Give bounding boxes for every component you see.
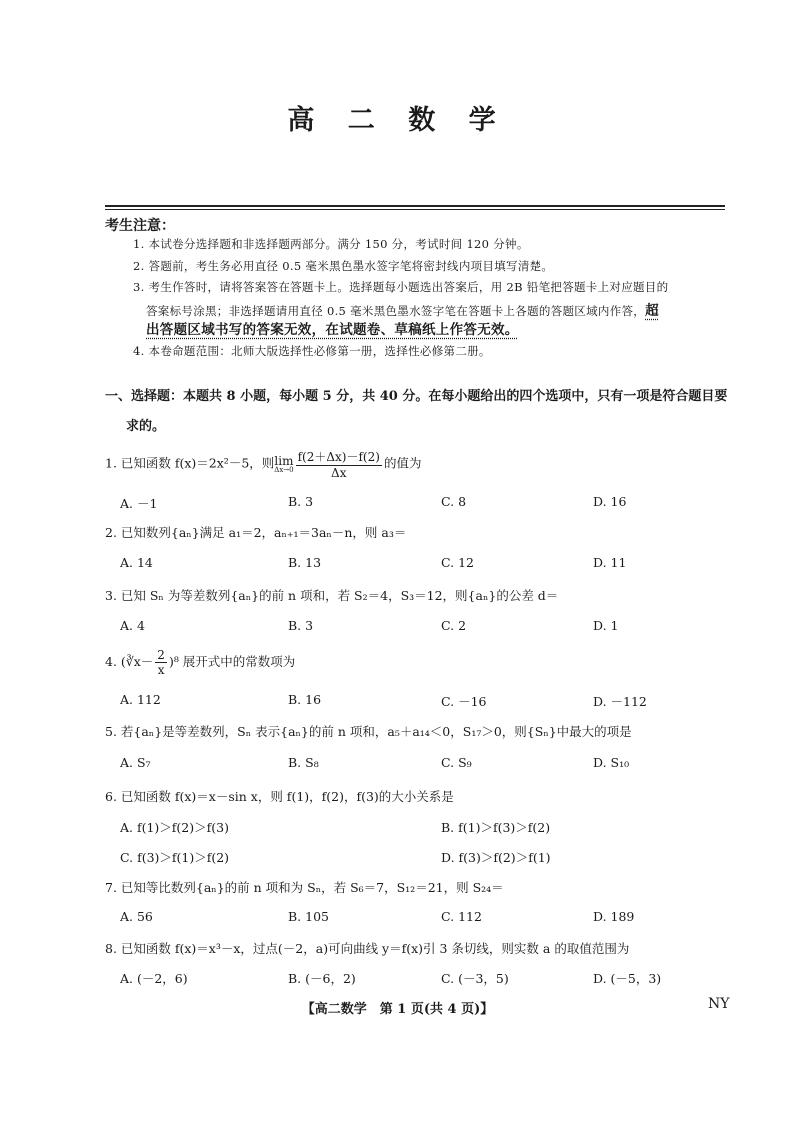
question-4-option-a: A. 112 [120,692,161,707]
question-5-stem: 5. 若{aₙ}是等差数列，Sₙ 表示{aₙ}的前 n 项和，a₅＋a₁₄＜0，S₁₇＞0，则{Sₙ}中最大的项是 [105,724,632,739]
notice-item-3-emphasis: 出答题区域书写的答案无效，在试题卷、草稿纸上作答无效。 [146,322,519,338]
question-5-option-d: D. S₁₀ [593,755,630,770]
question-8-option-c: C. (－3，5) [441,971,509,986]
question-6-option-d: D. f(3)＞f(2)＞f(1) [441,850,551,865]
question-6-option-c: C. f(3)＞f(1)＞f(2) [120,850,230,865]
question-4-stem: 4. (∛x－ $\frac{2}{x}$ )⁸ 展开式中的常数项为 [105,648,296,677]
question-6-option-b: B. f(1)＞f(3)＞f(2) [441,820,551,835]
question-8-stem: 8. 已知函数 f(x)＝x³－x，过点(－2，a)可向曲线 y＝f(x)引 3 条切线，则实数 a 的取值范围为 [105,941,630,956]
question-3-option-b: B. 3 [288,618,314,633]
question-5-option-a: A. S₇ [120,755,151,770]
question-8-option-a: A. (－2，6) [120,971,188,986]
fraction: $\frac{f(2+\Delta x)-f(2)}{\Delta x}$ [297,450,380,480]
question-6-stem: 6. 已知函数 f(x)＝x－sin x，则 f(1)，f(2)，f(3)的大小关系是 [105,789,454,804]
question-1-option-c: C. 8 [441,494,467,509]
question-8-option-d: D. (－5，3) [593,971,662,986]
question-4-option-c: C. －16 [441,694,487,709]
question-1-option-b: B. 3 [288,494,314,509]
notice-item-3-line-2: 答案标号涂黑；非选择题请用直径 0.5 毫米黑色墨水签字笔在答题卡上各题的答题区域内作答，超 [146,303,659,319]
limit-symbol: lim Δx→0 [274,453,294,474]
question-2-stem: 2. 已知数列{aₙ}满足 a₁＝2，aₙ₊₁＝3aₙ－n，则 a₃＝ [105,525,407,540]
page-title: 高 二 数 学 [287,105,508,136]
question-1-stem: 1. 已知函数 f(x)＝2x²－5，则lim Δx→0 $\frac{f(2+\Delta x)-f(2)}{\Delta x}$ 的值为 [105,450,422,480]
section-heading: 一、选择题：本题共 8 小题，每小题 5 分，共 40 分。在每小题给出的四个选项中，只有一项是符合题目要 [105,389,728,404]
question-3-option-a: A. 4 [120,618,145,633]
question-7-option-c: C. 112 [441,909,482,924]
question-7-option-a: A. 56 [120,909,153,924]
notice-item-4: 4. 本卷命题范围：北师大版选择性必修第一册，选择性必修第二册。 [133,344,491,358]
notice-item-2: 2. 答题前，考生务必用直径 0.5 毫米黑色墨水签字笔将密封线内项目填写清楚。 [133,259,554,273]
question-1-option-a: A. －1 [120,496,158,511]
question-7-option-d: D. 189 [593,909,635,924]
question-4-option-b: B. 16 [288,692,322,707]
question-1-option-d: D. 16 [593,494,627,509]
divider [105,209,725,210]
question-7-option-b: B. 105 [288,909,329,924]
question-4-option-d: D. －112 [593,694,647,709]
fraction: $\frac{2}{x}$ [157,648,165,677]
question-2-option-a: A. 14 [120,555,153,570]
question-3-option-d: D. 1 [593,618,619,633]
question-2-option-c: C. 12 [441,555,474,570]
page-footer: 【高二数学 第 1 页(共 4 页)】 [301,1002,494,1017]
question-3-option-c: C. 2 [441,618,467,633]
question-2-option-d: D. 11 [593,555,627,570]
notice-item-1: 1. 本试卷分选择题和非选择题两部分。满分 150 分，考试时间 120 分钟。 [133,237,529,251]
question-2-option-b: B. 13 [288,555,322,570]
section-heading-cont: 求的。 [126,419,166,434]
question-8-option-b: B. (－6，2) [288,971,356,986]
divider [105,205,725,207]
question-7-stem: 7. 已知等比数列{aₙ}的前 n 项和为 Sₙ，若 S₆＝7，S₁₂＝21，则 S₂₄＝ [105,880,504,895]
question-5-option-c: C. S₉ [441,755,472,770]
question-5-option-b: B. S₈ [288,755,319,770]
question-6-option-a: A. f(1)＞f(2)＞f(3) [120,820,229,835]
question-3-stem: 3. 已知 Sₙ 为等差数列{aₙ}的前 n 项和，若 S₂＝4，S₃＝12，则{aₙ}的公差 d＝ [105,588,559,603]
notice-heading: 考生注意： [105,218,175,234]
notice-item-3: 3. 考生作答时，请将答案答在答题卡上。选择题每小题选出答案后，用 2B 铅笔把答题卡上对应题目的 [133,280,669,294]
paper-code: NY [708,996,730,1012]
